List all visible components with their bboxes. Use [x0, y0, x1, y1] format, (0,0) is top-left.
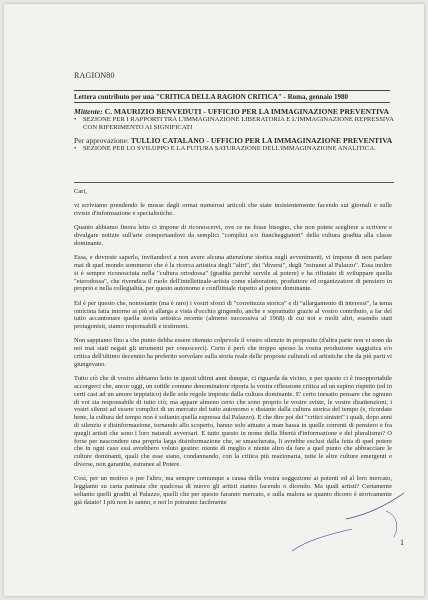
divider — [74, 182, 394, 183]
approval-block — [74, 137, 394, 153]
sender-name: C. MAURIZIO BENVEDUTI - UFFICIO PER LA IMMAGINAZIONE PREVENTIVA — [104, 107, 390, 116]
approval-point-text: SEZIONE PER LO SVILUPPO E LA FUTURA SATURAZIONE DELL'IMMAGINAZIONE ANALITICA. — [83, 145, 376, 153]
paragraph: Quanto abbiamo finora letto ci impone di riconoscervi, ove ce ne fosse bisogno, che non potete scegliere a scrivere e divulgare notizie sull'arte comportandovi da semplici "complici e/o fiancheggiatori" della cultura gradita alla classe dominante. — [74, 224, 392, 247]
document-page — [4, 4, 424, 596]
page-number: 1 — [400, 538, 404, 547]
sender-point — [74, 116, 394, 132]
document-headline: Lettera contributo per una "CRITICA DELLA RAGION CRITICA" - Roma, gennaio 1980 — [74, 90, 390, 103]
paragraph: Non sappiamo fino a che punto debba essere ritenuto colpevole il vostro silenzio in proposito (d'altra parte non vi sono da noi mai stati negati gli strumenti per conoscerci). Certo è però che troppo spesso la vostra produzione saggistica e/o critica dell'ultimo decennio ha preferito sorvolare sulla storia reale delle proposte culturali ed artistiche che da più parti vi giungevano. — [74, 337, 392, 368]
handwritten-annotation — [286, 485, 418, 561]
paragraph: vi scriviamo prendendo le mosse dagli ormai numerosi articoli che state insistentemente facendo sui giornali e sulle riviste d'informazione e specialistiche. — [74, 202, 392, 218]
approval-name: TULLIO CATALANO - UFFICIO PER LA IMMAGINAZIONE PREVENTIVA — [130, 136, 393, 145]
approval-point — [74, 145, 394, 153]
approval-label: Per approvazione: — [74, 136, 130, 145]
bullet-icon: • — [74, 145, 77, 153]
paragraph: Ed è per questo che, nonostante (ma è raro) i vostri sforzi di "correttezza storica" e di "allargamento di interessi", la tema omicista fatta intorno ai più si allarga a vista d'occhio gingendo, anche e soprattutto grazie al vostro contributo, a far del tutto accantonare quella storia artistica recente (almeno successiva al 1968) di cui noi e molti altri, essendo stati protagonisti, siamo responsabili e testimoni. — [74, 299, 392, 331]
paragraph: Così, per un motivo o per l'altro, ma sempre comunque a causa della vostra soggezione ai potenti ed al loro mercato, leggiamo su carta patinata che qualcosa di nuovo gli artisti stanno facendo o dicendo. Ma quali artisti? Certamente soltanto quelli graditi al Palazzo, quelli che per questo faranno mercato, e sulla malora se quanto dicono è storicamente già datato! I più non lo sanno, e noi lo potranno facilmente — [74, 475, 392, 506]
letter-body — [74, 188, 392, 513]
approval-line — [74, 137, 394, 145]
sender-line — [74, 108, 394, 116]
document-code: RAGION80 — [74, 71, 115, 80]
paragraph: Essa, e dovreste saperlo, invitandovi a non avere alcuna attenzione storica sugli avvenimenti, vi impone di non parlare mai di quel mondo sommerso che è la ricerca artistica degli "altri", dei "diversi", degli "estranei al Palazzo". Essa inoltre si è sempre riconosciuta nella "cultura ortodossa" (gradita perchè servile al potere) e ha rifiutato di sviluppare quella "eterodossa", che rivendica il ruolo dell'intellettuale-artista come elaboratore, produttore ed organizzatore di pensiero in proprio e nella collegialità, per questo autonomo e conflittuale rispetto al potere dominante. — [74, 254, 392, 293]
paragraph: Tutto ciò che di vostro abbiamo letto in questi ultimi anni dunque, ci riguarda da vicino, e per questo ci è insopportabile accorgerci che, ancor oggi, un sottile comune denominatore riporta la vostra riflessione critica ad un supino rispetto (ed in certi casi ad un amore teppistico) delle sole regole imposte dalla cultura dominante. E' certo inesatto pensare che ognuno di voi sia responsabile di tutto ciò; ma appare almeno certo che sono proprio le vostre sviste, le vostre disattenzioni, i vostri silenzi ad essere complici di un mercato del tutto autonomo e distante dalla cultura storica del tempo (e, ricordate bene, la cultura del tempo non è soltanto quella espressa dal Palazzo). E che dire poi dei "critici sinistri" i quali, dopo anni di silenzio e disinformazione, tornando allo scoperto, hanno solo attuato a man bassa in quelle correnti di pensiero e fra quegli artisti che sono i loro naturali avversari. E tutto questo in nome della libertà d'informazione e del pluralismo? O forse per nascondere una propria larga disinformazione che, se smascherata, li avrebbe esclusi dalla fetta di quel potere che in ogni caso essi avrebbero voluto gestire: niente di meglio e niente altro da fare a quel punto che abbracciare le culture dominanti, quali che esse siano, condannando, con la critica più reazionaria, tutte le altre culture emergenti e diverse, non garantite, estranee al Potere. — [74, 375, 392, 468]
sender-block — [74, 108, 394, 133]
sender-point-text: SEZIONE PER I RAPPORTI TRA L'IMMAGINAZIONE LIBERATORIA E L'IMMAGINAZIONE REPRESSIVA CON RIFERIMENTO AI SIGNIFICATI — [83, 116, 394, 132]
sender-label: Mittente: — [74, 107, 103, 116]
salutation: Cari, — [74, 188, 87, 195]
bullet-icon: • — [74, 116, 77, 124]
